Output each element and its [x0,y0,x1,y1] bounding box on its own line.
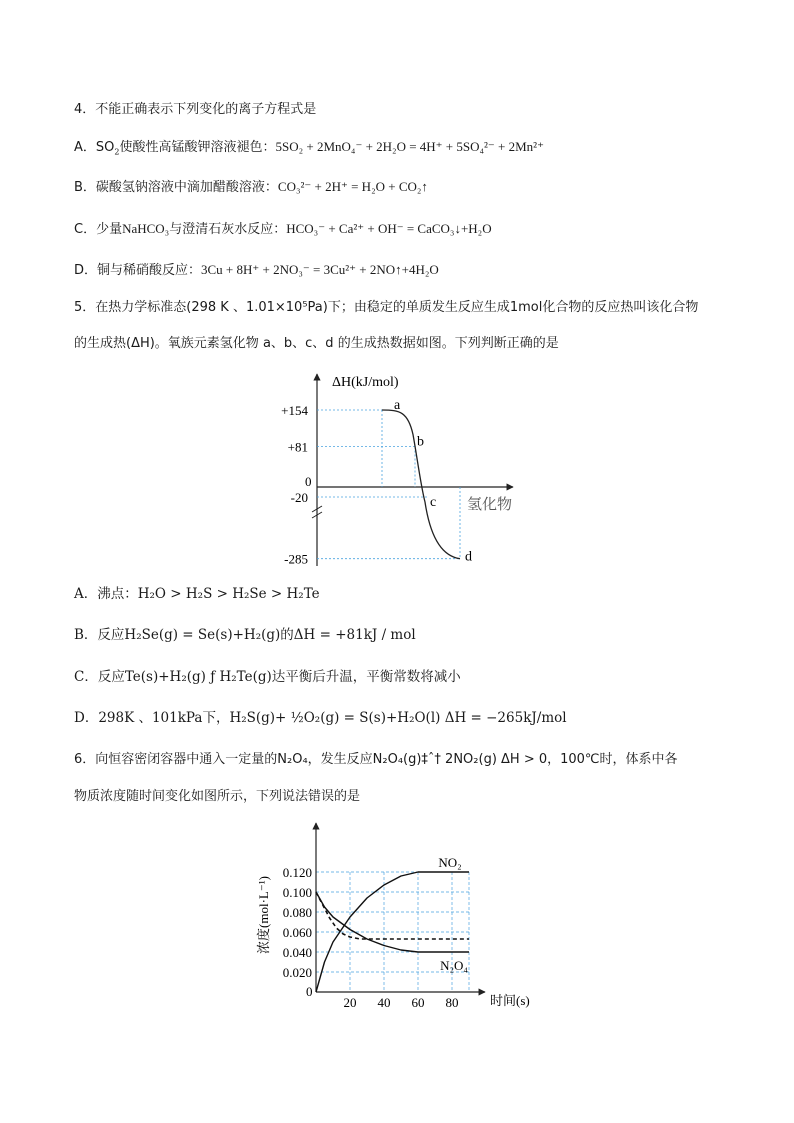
conc-y-tick: 0.020 [282,965,312,980]
enthalpy-point-label: c [430,495,437,510]
q4-b-equation: CO₃²⁻ + 2H⁺ = H₂O + CO₂↑ [277,179,428,194]
enthalpy-x-label: 氢化物 [467,497,513,513]
concentration-chart-svg [250,815,550,1015]
conc-x-tick: 60 [411,995,425,1010]
conc-y-tick: 0.060 [282,925,312,940]
q5-option-c: C．反应Te(s)+H₂(g) ƒ H₂Te(g)达平衡后升温，平衡常数将减小 [74,669,461,685]
conc-x-tick: 40 [377,995,391,1010]
conc-x-tick: 80 [445,995,459,1010]
conc-y-tick: 0.080 [282,905,312,920]
q4-c-mid: 与澄清石灰水反应： [169,222,287,237]
q4-c-equation: HCO₃⁻ + Ca²⁺ + OH⁻ = CaCO₃↓+H₂O [286,221,492,236]
q4-d-lead: D．铜与稀硝酸反应： [74,263,202,278]
conc-y-tick: 0.040 [282,945,312,960]
q4-d-equation: 3Cu + 8H⁺ + 2NO₃⁻ = 3Cu²⁺ + 2NO↑+4H₂O [201,262,439,277]
q4-c-chem: NaHCO₃ [122,221,170,236]
q5-option-d: D．298K 、101kPa下，H₂S(g)+ ½O₂(g) = S(s)+H₂O(l) ΔH = −265kJ/mol [74,710,567,726]
enthalpy-chart-svg [260,366,550,571]
enthalpy-y-label: ΔH(kJ/mol) [332,375,399,390]
conc-series-line [316,892,469,952]
concentration-chart [250,815,550,1015]
enthalpy-curve [382,410,460,559]
enthalpy-point-label: b [417,434,424,450]
q6-stem-2: 物质浓度随时间变化如图所示，下列说法错误的是 [74,789,361,804]
q4-option-d [74,260,439,281]
q4-a-equation: 5SO₂ + 2MnO₄⁻ + 2H₂O = 4H⁺ + 5SO₄²⁻ + 2Mn²⁺ [275,139,544,154]
q4-option-b [74,177,428,198]
q4-stem: 4．不能正确表示下列变化的离子方程式是 [74,102,317,117]
enthalpy-chart [260,366,550,571]
q4-option-a: A．$SO_2$使酸性高锰酸钾溶液褪色：5SO₂ + 2MnO₄⁻ + 2H₂O = 4H⁺ + 5SO₄²⁻ + 2Mn²⁺ [74,139,544,157]
conc-series-label-no2: NO₂ [438,855,462,870]
q5-stem-2: 的生成热(ΔH)。氧族元素氢化物 a、b、c、d 的生成热数据如图。下列判断正确的是 [74,336,559,351]
conc-origin-label: 0 [306,984,313,999]
q5-stem-1: 5．在热力学标准态(298 K 、1.01×10⁵Pa)下；由稳定的单质发生反应生成1mol化合物的反应热叫该化合物 [74,300,699,315]
q4-b-lead: B．碳酸氢钠溶液中滴加醋酸溶液： [74,180,278,195]
enthalpy-y-tick: +81 [287,439,308,455]
q5-option-b: B．反应H₂Se(g) = Se(s)+H₂(g)的ΔH = +81kJ / mol [74,627,416,643]
q5-option-a: A．沸点：H₂O > H₂S > H₂Se > H₂Te [74,586,320,602]
q4-option-c [74,219,492,240]
conc-x-label: 时间(s) [490,993,530,1008]
conc-y-label: 浓度(mol·L⁻¹) [256,876,271,954]
conc-y-tick: 0.120 [282,865,312,880]
enthalpy-origin-label: 0 [305,474,312,489]
enthalpy-point-label: a [394,398,401,413]
enthalpy-y-tick: +154 [281,403,308,418]
q6-stem-1: 6．向恒容密闭容器中通入一定量的N₂O₄，发生反应N₂O₄(g)‡ˆ† 2NO₂(g) ΔH > 0，100℃时，体系中各 [74,752,678,767]
q4-c-lead: C．少量 [74,222,123,237]
conc-x-tick: 20 [343,995,357,1010]
q4-a-mid: 使酸性高锰酸钾溶液褪色： [119,140,276,155]
q4-a-lead: A．SO [74,140,115,155]
conc-series-label-n2o4: N₂O₄ [440,958,468,973]
enthalpy-y-tick: -20 [290,490,308,505]
conc-y-tick: 0.100 [282,885,312,900]
enthalpy-point-label: d [465,549,472,565]
enthalpy-y-tick: -285 [284,551,308,567]
